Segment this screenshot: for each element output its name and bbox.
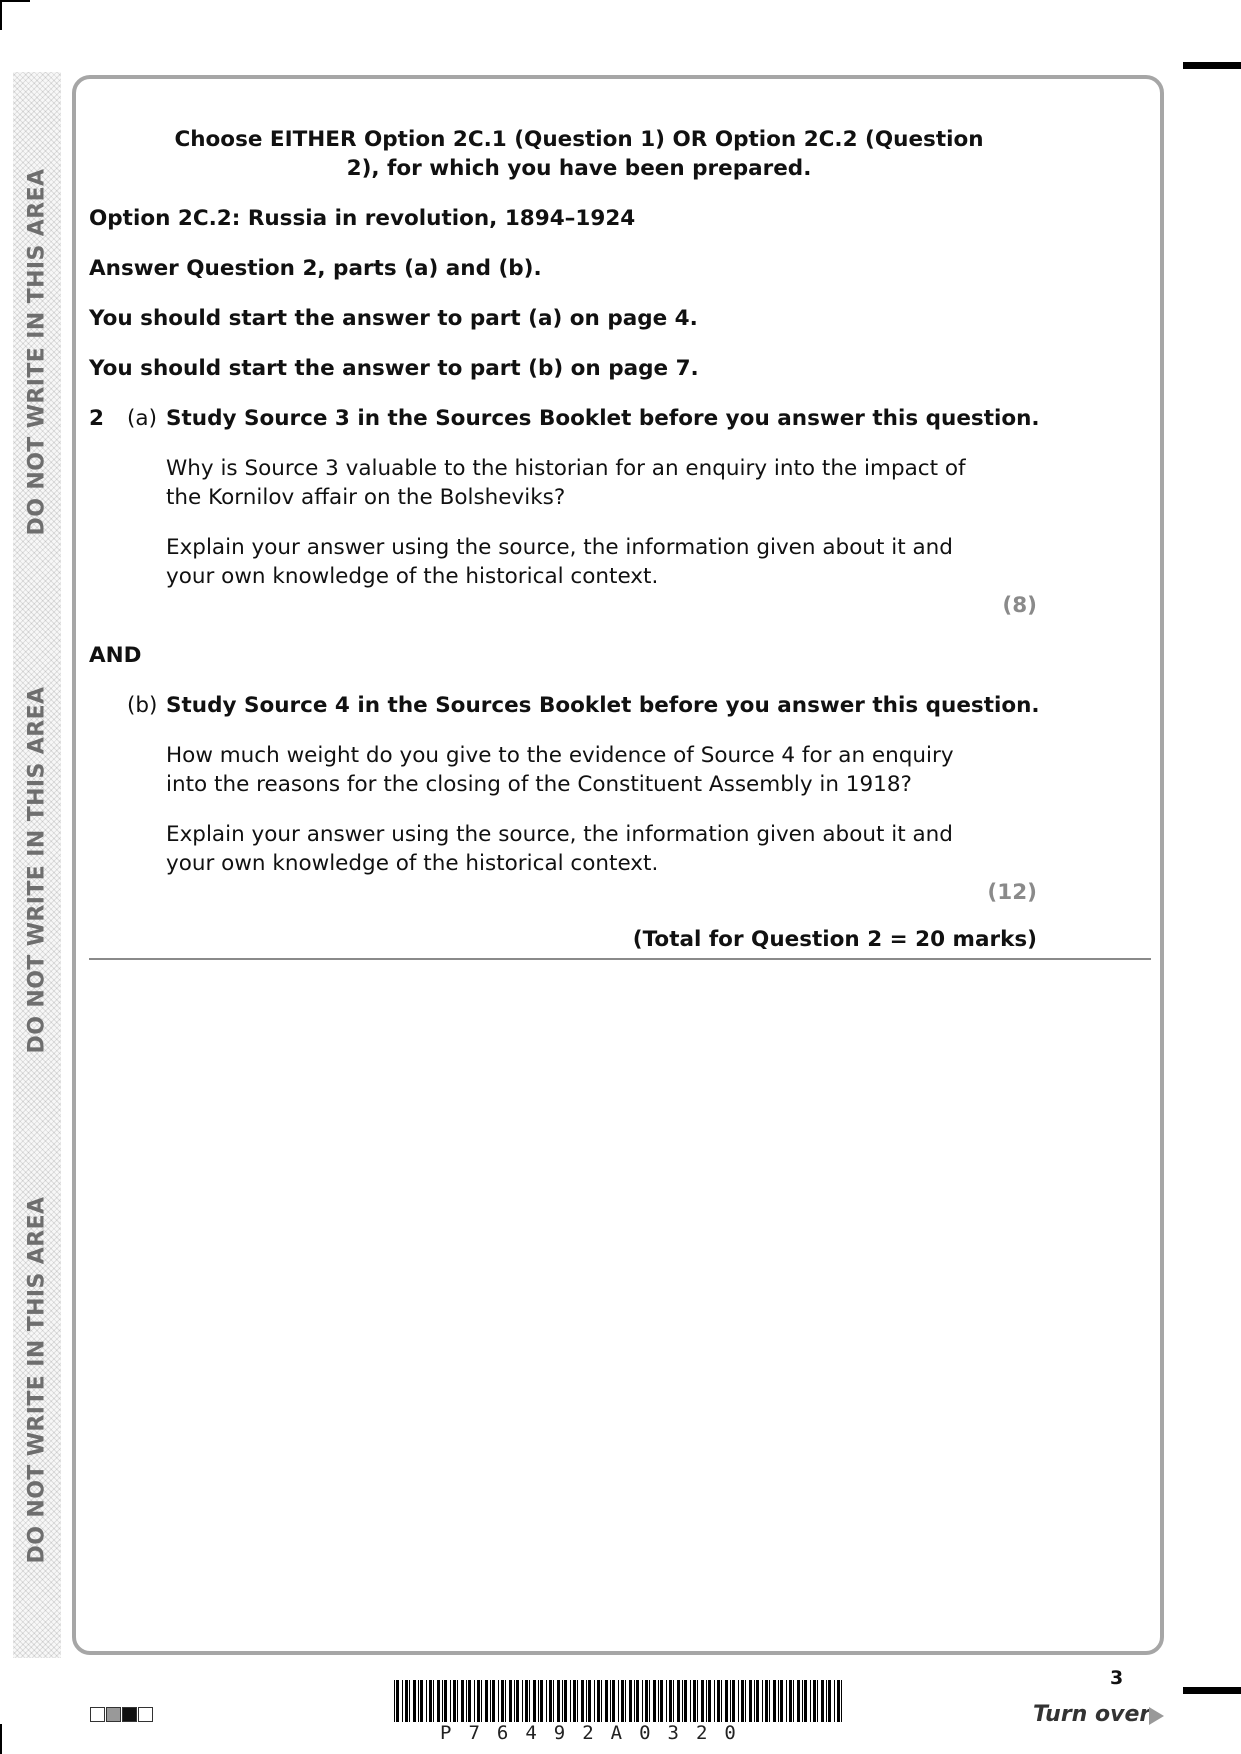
option-title: Option 2C.2: Russia in revolution, 1894–1924 [89,206,636,231]
start-instruction-b: You should start the answer to part (b) on page 7. [89,356,699,381]
marks: (12) [987,880,1037,905]
total-marks: (Total for Question 2 = 20 marks) [632,927,1037,952]
arrow-right-icon [1149,1707,1164,1725]
edge-marker-top [1183,62,1241,69]
question-2a-heading [89,404,1064,433]
barcode-text: P76492A0320 [440,1722,753,1744]
crop-mark [0,0,30,2]
edge-marker-bottom [1183,1687,1241,1694]
part-label: (a) [127,406,157,431]
page-boxes-icon [90,1707,154,1726]
turn-over-label: Turn over [1033,1702,1151,1727]
marks: (8) [1002,593,1037,618]
connector: AND [89,643,142,668]
page-number: 3 [1110,1667,1124,1689]
crop-mark [0,1724,2,1754]
explain-text: Explain your answer using the source, the information given about it and your own knowledge of the historical context. [166,535,953,589]
crop-mark [0,0,2,30]
question-end-rule [89,958,1151,960]
explain-text: Explain your answer using the source, the information given about it and your own knowledge of the historical context. [166,822,953,876]
question-2b-heading [89,691,1064,720]
barcode-icon [394,1680,844,1722]
question-text: How much weight do you give to the evidence of Source 4 for an enquiry into the reasons for the closing of the Constituent Assembly in 1918? [166,743,954,797]
question-text: Why is Source 3 valuable to the historian for an enquiry into the impact of the Kornilov affair on the Bolsheviks? [166,456,966,510]
question-number: 2 [89,406,104,431]
part-heading: Study Source 3 in the Sources Booklet before you answer this question. [166,406,1040,431]
part-label: (b) [127,693,158,718]
question-content [89,125,1064,954]
start-instruction-a: You should start the answer to part (a) on page 4. [89,306,698,331]
part-heading: Study Source 4 in the Sources Booklet before you answer this question. [166,693,1040,718]
instruction: Choose EITHER Option 2C.1 (Question 1) OR Option 2C.2 (Question 2), for which you have been prepared. [174,127,984,181]
answer-instruction: Answer Question 2, parts (a) and (b). [89,256,542,281]
